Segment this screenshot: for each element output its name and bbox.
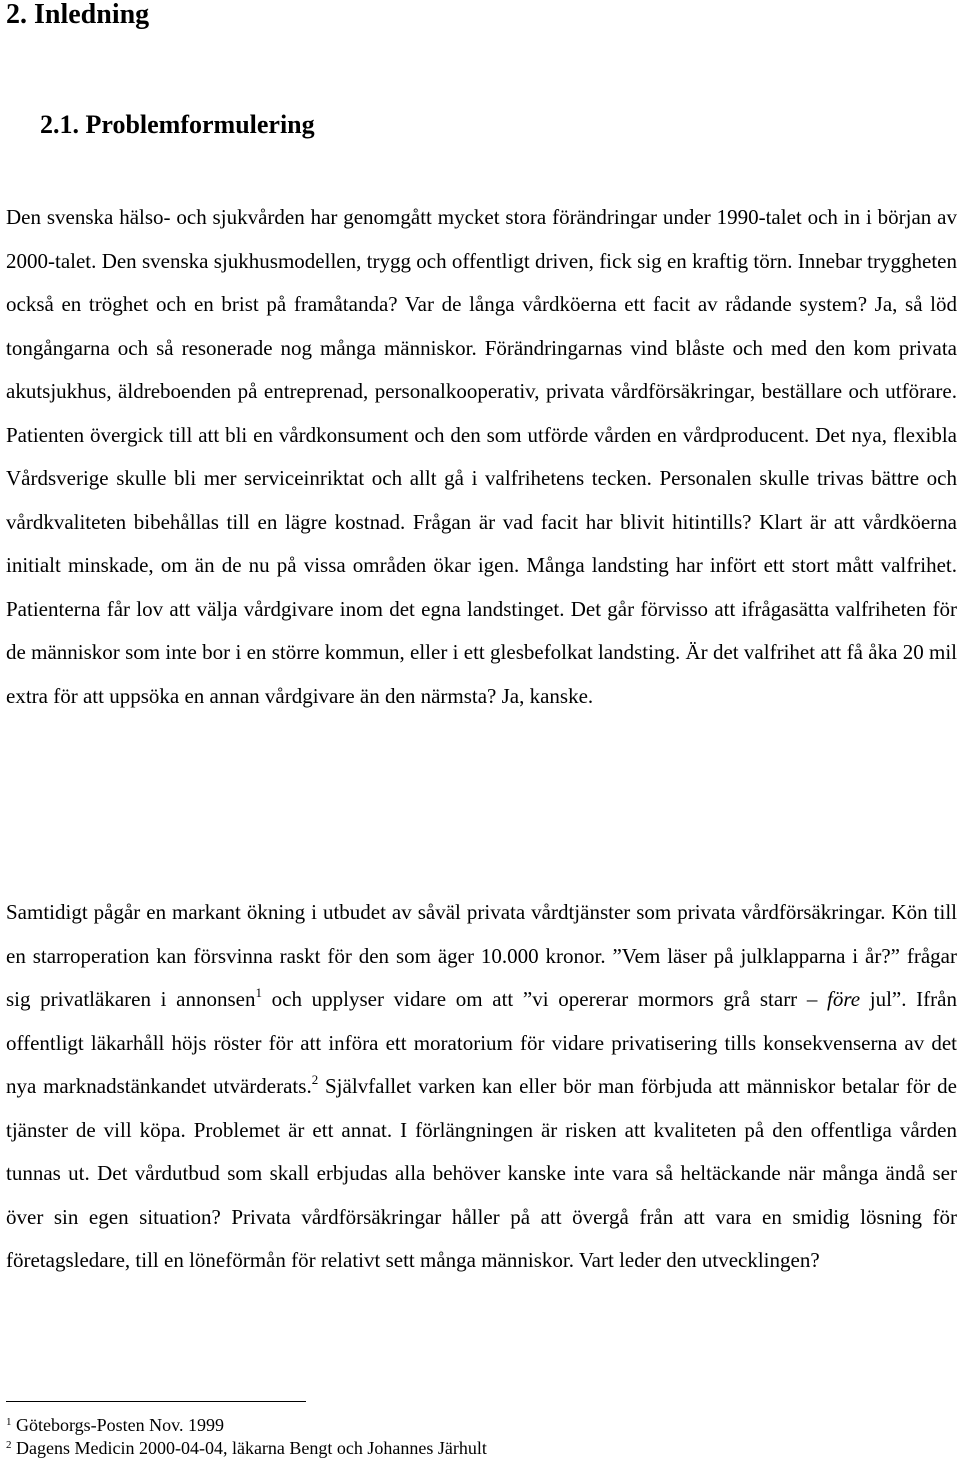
footnote-2-number: 2: [6, 1439, 12, 1451]
body-paragraph-1: Den svenska hälso- och sjukvården har genomgått mycket stora förändringar under 1990-talet och in i början av 2000-talet. Den svenska sjukhusmodellen, trygg och offentligt driven, fick sig en kraftig törn. Innebar tryggheten också en tröghet och en brist på framåtanda? Var de långa vårdköerna ett facit av rådande system? Ja, så löd tongångarna och så resonerade nog många människor. Förändringarnas vind blåste och med den kom privata akutsjukhus, äldreboenden på entreprenad, personalkooperativ, privata vårdförsäkringar, beställare och utförare. Patienten övergick till att bli en vårdkonsument och den som utförde vården en vårdproducent. Det nya, flexibla Vårdsverige skulle bli mer serviceinriktat och allt gå i valfrihetens tecken. Personalen skulle trivas bättre och vårdkvaliteten bibehållas till en lägre kostnad. Frågan är vad facit har blivit hitintills? Klart är att vårdköerna initialt minskade, om än de nu på vissa områden ökar igen. Många landsting har infört ett stort mått valfrihet. Patienterna får lov att välja vårdgivare inom det egna landstinget. Det går förvisso att ifrågasätta valfriheten för de människor som inte bor i en större kommun, eller i ett glesbefolkat landsting. Är det valfrihet att få åka 20 mil extra för att uppsöka en annan vårdgivare än den närmsta? Ja, kanske.: [6, 205, 957, 708]
footnote-2: [6, 1437, 487, 1459]
paragraph-2-text-3: jul”. Ifrån offentligt läkarhåll höjs röster för att införa ett moratorium för vidare privatisering tills konsekvenserna av det nya marknadstänkandet utvärderats.: [6, 987, 957, 1098]
footnote-1-number: 1: [6, 1416, 12, 1428]
section-title: Problemformulering: [85, 110, 315, 139]
chapter-title: Inledning: [34, 0, 150, 30]
footnote-separator: [6, 1401, 306, 1402]
paragraph-2-text-2: och upplyser vidare om att ”vi opererar mormors grå starr –: [261, 987, 828, 1011]
body-paragraph-2: [6, 891, 957, 1283]
footnote-2-text: Dagens Medicin 2000-04-04, läkarna Bengt och Johannes Järhult: [16, 1438, 487, 1458]
paragraph-2-text-1: Samtidigt pågår en markant ökning i utbudet av såväl privata vårdtjänster som privata vårdförsäkringar. Kön till en starroperation kan försvinna raskt för den som äger 10.000 kronor. ”Vem läser på julklapparna i år?” frågar sig privatläkaren i annonsen: [6, 900, 957, 1011]
section-heading: [40, 110, 315, 140]
footnote-1: [6, 1414, 224, 1436]
footnote-1-text: Göteborgs-Posten Nov. 1999: [16, 1415, 224, 1435]
chapter-number: 2.: [6, 0, 27, 30]
paragraph-2-text-4: Självfallet varken kan eller bör man förbjuda att människor betalar för de tjänster de vill köpa. Problemet är ett annat. I förlängningen är risken att kvaliteten på den offentliga vården tunnas ut. Det vårdutbud som skall erbjudas alla behöver kanske inte vara så heltäckande när många ändå ser över sin egen situation? Privata vårdförsäkringar håller på att övergå från att vara en smidig lösning för företagsledare, till en löneförmån för relativt sett många människor. Vart leder den utvecklingen?: [6, 1074, 957, 1272]
emphasis-text: före: [827, 987, 861, 1011]
section-number: 2.1.: [40, 110, 79, 139]
footnote-ref-1: 1: [255, 985, 262, 1000]
footnote-ref-2: 2: [311, 1072, 319, 1087]
chapter-heading: [6, 0, 149, 30]
